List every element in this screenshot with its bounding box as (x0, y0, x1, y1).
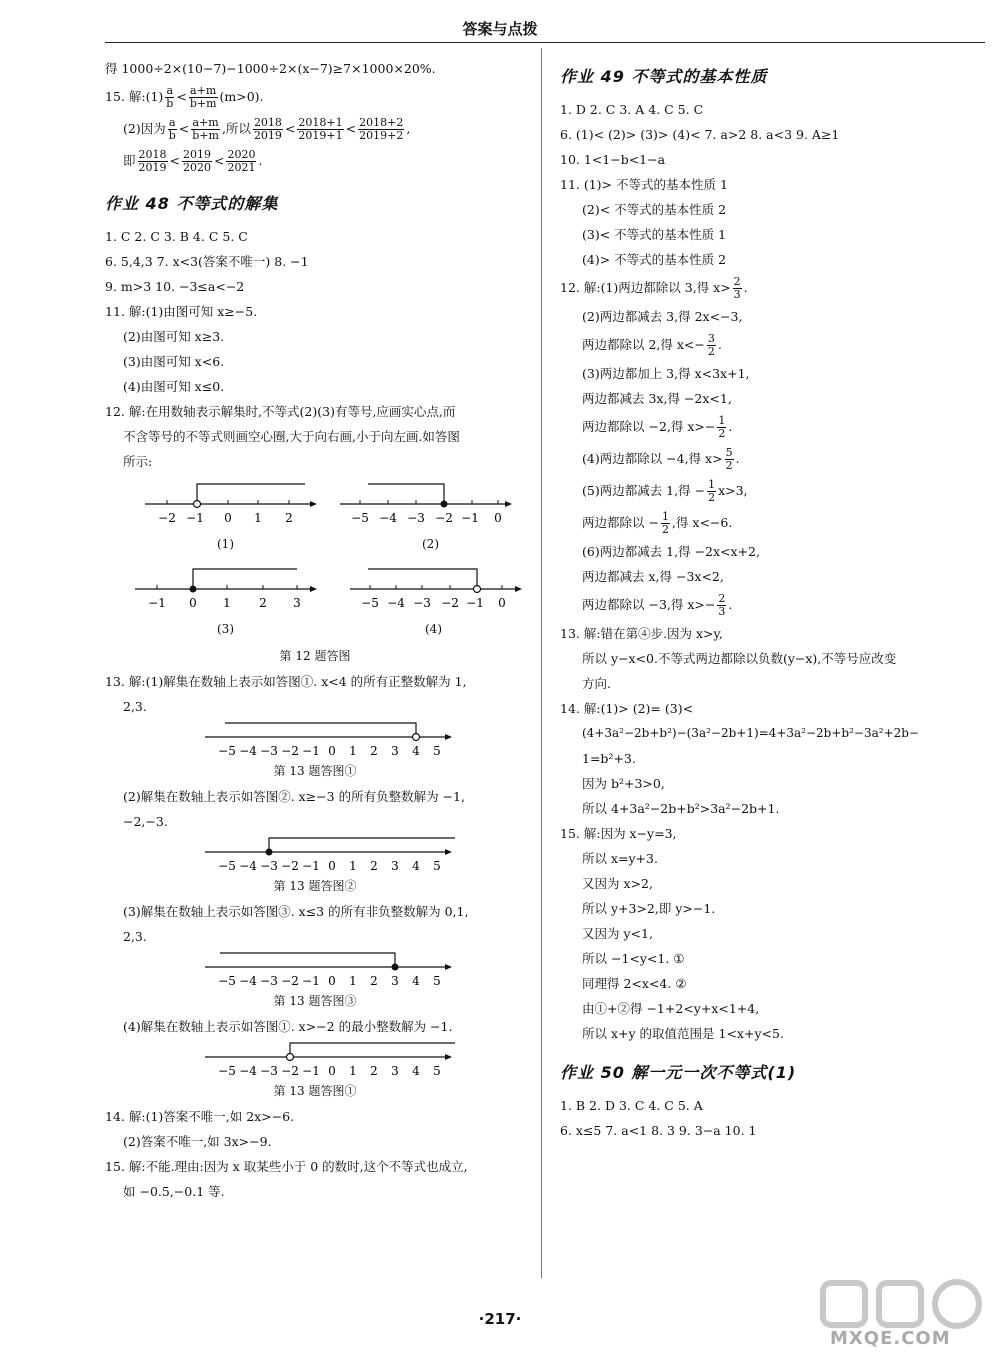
answer-line: 14. 解:(1)答案不唯一,如 2x>−6. (105, 1109, 295, 1124)
fraction: $\frac{a+m}{b+m}$ (189, 84, 217, 110)
right-column (560, 56, 990, 1143)
fraction: $\frac{2018+2}{2019+2}$ (359, 116, 404, 142)
answer-line: 两边都除以 −2,得 x>− $\frac{1}{2}$ . (582, 414, 733, 440)
answer-line: 由①+②得 −1+2<y+x<1+4, (582, 1001, 760, 1016)
svg-text:1: 1 (349, 1064, 357, 1078)
svg-text:0: 0 (328, 859, 336, 873)
svg-text:3: 3 (391, 859, 399, 873)
answer-line: (4)由图可知 x≤0. (123, 379, 225, 394)
svg-text:−4: −4 (239, 744, 257, 758)
answer-line: 2,3. (123, 699, 147, 714)
number-line-4 (350, 569, 522, 610)
answer-line: 方向. (582, 676, 611, 691)
svg-text:−1: −1 (302, 1064, 320, 1078)
svg-text:2: 2 (259, 596, 267, 610)
svg-text:1: 1 (223, 596, 231, 610)
fraction: $\frac{a+m}{b+m}$ (192, 116, 219, 142)
svg-text:1: 1 (349, 974, 357, 988)
number-line-1 (145, 484, 317, 525)
svg-text:−2: −2 (281, 1064, 299, 1078)
fraction: $\frac{2020}{2021}$ (227, 148, 256, 174)
svg-text:−3: −3 (413, 596, 431, 610)
answer-line: 12. 解:(1)两边都除以 3,得 x> $\frac{2}{3}$ . (560, 275, 748, 301)
answer-line: 两边都除以 −3,得 x>− $\frac{2}{3}$ . (582, 592, 733, 618)
svg-text:1: 1 (349, 744, 357, 758)
fraction: $\frac{2018}{2019}$ (138, 148, 167, 174)
answer-line: 所以 x+y 的取值范围是 1<x+y<5. (582, 1026, 784, 1041)
answer-line: 6. x≤5 7. a<1 8. 3 9. 3−a 10. 1 (560, 1123, 757, 1138)
answer-line: 1. D 2. C 3. A 4. C 5. C (560, 102, 704, 117)
left-column (105, 56, 525, 1204)
svg-text:−3: −3 (260, 744, 278, 758)
answer-line: 11. 解:(1)由图可知 x≥−5. (105, 304, 258, 319)
column-divider (541, 48, 542, 1278)
svg-text:−4: −4 (379, 511, 397, 525)
answer-line: (3)两边都加上 3,得 x<3x+1, (582, 366, 750, 381)
answer-line: −2,−3. (123, 814, 168, 829)
svg-text:0: 0 (498, 596, 506, 610)
svg-text:−5: −5 (218, 974, 236, 988)
answer-line: 又因为 y<1, (582, 926, 653, 941)
figure-caption: 第 13 题答图① (273, 764, 357, 778)
number-line-13-4 (105, 1039, 525, 1079)
answer-line: 10. 1<1−b<1−a (560, 152, 666, 167)
section-title-49: 作业 49 不等式的基本性质 (560, 67, 768, 86)
answer-line: 2,3. (123, 929, 147, 944)
fraction: $\frac{1}{2}$ (661, 510, 669, 536)
svg-text:3: 3 (391, 744, 399, 758)
answer-line: (4)解集在数轴上表示如答图①. x>−2 的最小整数解为 −1. (123, 1019, 453, 1034)
answer-line: 1=b²+3. (582, 751, 636, 766)
answer-line: 12. 解:在用数轴表示解集时,不等式(2)(3)有等号,应画实心点,而 (105, 404, 456, 419)
answer-line: 所以 −1<y<1. ① (582, 951, 685, 966)
fraction: $\frac{2019}{2020}$ (183, 148, 211, 174)
answer-line: 6. (1)< (2)> (3)> (4)< 7. a>2 8. a<3 9. A≥1 (560, 127, 840, 142)
svg-text:−1: −1 (302, 974, 320, 988)
answer-line: 两边都减去 x,得 −3x<2, (582, 569, 724, 584)
svg-text:−4: −4 (239, 1064, 257, 1078)
svg-text:−5: −5 (218, 1064, 236, 1078)
svg-text:4: 4 (412, 744, 420, 758)
answer-line: 又因为 x>2, (582, 876, 653, 891)
svg-text:−4: −4 (239, 974, 257, 988)
svg-text:1: 1 (254, 511, 262, 525)
svg-text:1: 1 (349, 859, 357, 873)
figure-label: (2) (422, 537, 439, 551)
svg-text:3: 3 (391, 1064, 399, 1078)
svg-text:0: 0 (224, 511, 232, 525)
svg-text:−1: −1 (461, 511, 479, 525)
section-title-48: 作业 48 不等式的解集 (105, 194, 279, 213)
answer-line: (2)由图可知 x≥3. (123, 329, 225, 344)
svg-text:−5: −5 (361, 596, 379, 610)
svg-text:3: 3 (391, 974, 399, 988)
svg-text:−3: −3 (260, 859, 278, 873)
svg-text:4: 4 (412, 859, 420, 873)
answer-line: 同理得 2<x<4. ② (582, 976, 687, 991)
svg-text:−2: −2 (281, 744, 299, 758)
svg-text:5: 5 (433, 974, 441, 988)
number-line-13-1 (105, 719, 525, 759)
figure-label: (1) (217, 537, 234, 551)
answer-line: 13. 解:错在第④步.因为 x>y, (560, 626, 723, 641)
svg-text:−1: −1 (302, 744, 320, 758)
svg-text:2: 2 (370, 1064, 378, 1078)
page-number: ·217· (478, 1310, 522, 1328)
answer-line: 所以 y−x<0.不等式两边都除以负数(y−x),不等号应改变 (582, 651, 897, 666)
fraction: $\frac{2}{3}$ (718, 592, 726, 618)
svg-text:−4: −4 (239, 859, 257, 873)
fraction: $\frac{3}{2}$ (707, 332, 715, 358)
figure-caption: 第 13 题答图② (273, 879, 357, 893)
svg-text:−2: −2 (281, 974, 299, 988)
answer-line: (2)答案不唯一,如 3x>−9. (123, 1134, 272, 1149)
svg-text:−1: −1 (186, 511, 204, 525)
figure-label: (4) (425, 622, 442, 636)
svg-text:0: 0 (189, 596, 197, 610)
svg-text:−5: −5 (218, 859, 236, 873)
fraction: $\frac{a}{b}$ (168, 116, 176, 142)
answer-line: (4)> 不等式的基本性质 2 (582, 252, 727, 267)
answer-line: (2)两边都减去 3,得 2x<−3, (582, 309, 743, 324)
answer-line: 两边都减去 3x,得 −2x<1, (582, 391, 732, 406)
answer-line: 15. 解:因为 x−y=3, (560, 826, 677, 841)
svg-text:−1: −1 (302, 859, 320, 873)
answer-line: 所以 y+3>2,即 y>−1. (582, 901, 716, 916)
answer-line: 9. m>3 10. −3≤a<−2 (105, 279, 245, 294)
svg-text:−2: −2 (441, 596, 459, 610)
svg-text:−1: −1 (148, 596, 166, 610)
answer-line: 1. C 2. C 3. B 4. C 5. C (105, 229, 248, 244)
answer-line: 不含等号的不等式则画空心圈,大于向右画,小于向左画.如答图 (123, 429, 460, 444)
svg-text:2: 2 (370, 744, 378, 758)
answer-line: (2)< 不等式的基本性质 2 (582, 202, 727, 217)
svg-text:−2: −2 (158, 511, 176, 525)
header-rule (105, 42, 985, 43)
text-line: 得 1000÷2×(10−7)−1000÷2×(x−7)≥7×1000×20%. (105, 61, 436, 76)
answer-line: 两边都除以 − $\frac{1}{2}$ ,得 x<−6. (582, 510, 733, 536)
answer-line: 14. 解:(1)> (2)= (3)< (560, 701, 694, 716)
figure-12 (105, 474, 525, 644)
q15-part1: 15. 解:(1) $\frac{a}{b}$ < $\frac{a+m}{b+m}$ (m>0). (105, 84, 264, 110)
answer-line: 15. 解:不能.理由:因为 x 取某些小于 0 的数时,这个不等式也成立, (105, 1159, 468, 1174)
svg-text:5: 5 (433, 859, 441, 873)
answer-line: 所以 x=y+3. (582, 851, 658, 866)
number-line-2 (340, 484, 512, 525)
answer-line: (2)解集在数轴上表示如答图②. x≥−3 的所有负整数解为 −1, (123, 789, 465, 804)
svg-text:5: 5 (433, 1064, 441, 1078)
svg-text:2: 2 (285, 511, 293, 525)
svg-text:0: 0 (494, 511, 502, 525)
svg-text:−3: −3 (407, 511, 425, 525)
answer-line: 1. B 2. D 3. C 4. C 5. A (560, 1098, 703, 1113)
number-line-3 (135, 569, 317, 610)
answer-line: (3)解集在数轴上表示如答图③. x≤3 的所有非负整数解为 0,1, (123, 904, 469, 919)
answer-line: (6)两边都减去 1,得 −2x<x+2, (582, 544, 760, 559)
svg-text:−3: −3 (260, 974, 278, 988)
answer-line: 所以 4+3a²−2b+b²>3a²−2b+1. (582, 801, 780, 816)
answer-line: (4)两边都除以 −4,得 x> $\frac{5}{2}$ . (582, 446, 740, 472)
answer-line: 因为 b²+3>0, (582, 776, 665, 791)
answer-line: (5)两边都减去 1,得 − $\frac{1}{2}$ x>3, (582, 478, 748, 504)
fraction: $\frac{a}{b}$ (166, 84, 174, 110)
answer-line: 6. 5,4,3 7. x<3(答案不唯一) 8. −1 (105, 254, 309, 269)
fraction: $\frac{5}{2}$ (725, 446, 733, 472)
svg-text:0: 0 (328, 1064, 336, 1078)
svg-text:−5: −5 (351, 511, 369, 525)
svg-text:−3: −3 (260, 1064, 278, 1078)
page-header-title: 答案与点拨 (462, 20, 538, 38)
answer-line: 如 −0.5,−0.1 等. (123, 1184, 225, 1199)
answer-line: 两边都除以 2,得 x<− $\frac{3}{2}$ . (582, 332, 722, 358)
number-line-13-2 (105, 834, 525, 874)
answer-line: 所示: (123, 454, 153, 469)
svg-text:−1: −1 (466, 596, 484, 610)
svg-text:4: 4 (412, 1064, 420, 1078)
answer-line: 11. (1)> 不等式的基本性质 1 (560, 177, 728, 192)
fraction: $\frac{2018+1}{2019+1}$ (298, 116, 343, 142)
fraction: $\frac{1}{2}$ (708, 478, 716, 504)
svg-text:5: 5 (433, 744, 441, 758)
figure-label: (3) (217, 622, 234, 636)
figure-caption: 第 13 题答图① (273, 1084, 357, 1098)
q15-part2: (2)因为 $\frac{a}{b}$ < $\frac{a+m}{b+m}$ ,所以 $\frac{2018}{2019}$ < $\frac{2018+1}{2019+1}$ < $\frac{2018+2}{2019+2}$ , (123, 116, 411, 142)
number-line-13-3 (105, 949, 525, 989)
svg-text:−2: −2 (435, 511, 453, 525)
svg-text:−5: −5 (218, 744, 236, 758)
figure-caption: 第 12 题答图 (279, 649, 351, 663)
fraction: $\frac{2018}{2019}$ (253, 116, 282, 142)
svg-text:2: 2 (370, 974, 378, 988)
number-line-figures (105, 474, 525, 644)
watermark-text: MXQE.COM (830, 1328, 951, 1349)
svg-text:−4: −4 (387, 596, 405, 610)
answer-line: (3)< 不等式的基本性质 1 (582, 227, 727, 242)
answer-line: (4+3a²−2b+b²)−(3a²−2b+1)=4+3a²−2b+b²−3a²+2b− (582, 726, 919, 740)
answer-line: 13. 解:(1)解集在数轴上表示如答图①. x<4 的所有正整数解为 1, (105, 674, 467, 689)
fraction: $\frac{1}{2}$ (718, 414, 726, 440)
svg-text:4: 4 (412, 974, 420, 988)
fraction: $\frac{2}{3}$ (733, 275, 741, 301)
svg-text:0: 0 (328, 744, 336, 758)
svg-text:0: 0 (328, 974, 336, 988)
q15-part3: 即 $\frac{2018}{2019}$ < $\frac{2019}{2020}$ < $\frac{2020}{2021}$ . (123, 148, 263, 174)
answer-line: (3)由图可知 x<6. (123, 354, 225, 369)
svg-text:−2: −2 (281, 859, 299, 873)
svg-text:3: 3 (293, 596, 301, 610)
figure-caption: 第 13 题答图③ (273, 994, 357, 1008)
svg-text:2: 2 (370, 859, 378, 873)
section-title-50: 作业 50 解一元一次不等式(1) (560, 1063, 797, 1082)
